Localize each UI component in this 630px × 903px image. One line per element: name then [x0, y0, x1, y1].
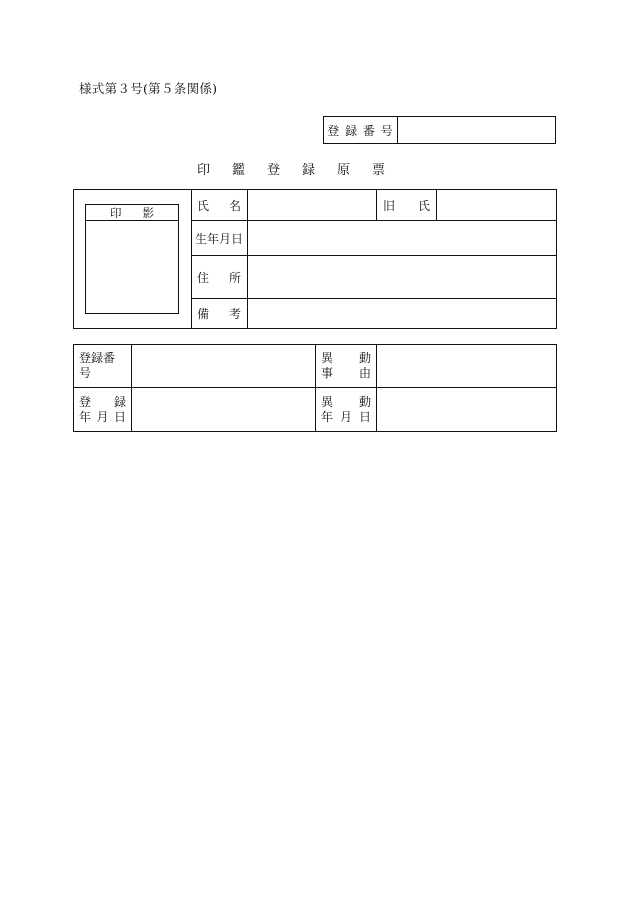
history-row-1: [74, 345, 556, 388]
seal-label-left: 印: [110, 205, 122, 220]
reg-date-label-1a: 登: [79, 394, 92, 409]
birthdate-label: 生年月日: [191, 221, 248, 255]
document-title: [0, 159, 630, 178]
reg-date-label-2b: 月: [96, 409, 109, 424]
remarks-field[interactable]: [248, 299, 556, 328]
former-name-label-left: 旧: [383, 198, 396, 213]
change-date-label: [316, 388, 377, 431]
seal-label-right: 影: [142, 205, 154, 220]
address-label: [191, 256, 248, 298]
change-reason-label-2b: 由: [358, 366, 371, 380]
document-title-text: 印鑑登録原票: [196, 163, 407, 178]
remarks-row: [191, 299, 556, 328]
remarks-label-right: 考: [228, 307, 241, 321]
name-label-right: 名: [228, 198, 241, 213]
reg-date-label-2c: 日: [113, 409, 126, 424]
change-date-label-1b: 動: [358, 394, 371, 409]
change-date-label-2a: 年: [321, 409, 334, 424]
former-name-label: [377, 190, 437, 220]
former-name-label-right: 氏: [417, 198, 430, 213]
address-field[interactable]: [248, 256, 556, 298]
change-reason-label-1a: 異: [321, 351, 334, 365]
change-reason-field[interactable]: [377, 345, 556, 387]
registration-history-table: [73, 344, 557, 432]
remarks-label-left: 備: [197, 307, 210, 321]
reg-date-field[interactable]: [132, 388, 316, 431]
name-field[interactable]: [248, 190, 377, 220]
name-label: [191, 190, 248, 220]
reg-date-label-2a: 年: [79, 409, 92, 424]
birthdate-field[interactable]: [248, 221, 556, 255]
change-date-label-1a: 異: [321, 394, 334, 409]
former-name-field[interactable]: [437, 190, 556, 220]
change-date-label-2b: 月: [339, 409, 352, 424]
change-date-label-2c: 日: [358, 409, 371, 424]
change-reason-label-1b: 動: [358, 351, 371, 365]
birthdate-row: [191, 221, 556, 256]
address-row: [191, 256, 556, 299]
remarks-label: [191, 299, 248, 328]
address-label-right: 所: [228, 270, 241, 285]
reg-date-label-1b: 録: [113, 394, 126, 409]
registration-number-field[interactable]: [398, 117, 555, 143]
history-row-2: [74, 388, 556, 431]
seal-impression-frame[interactable]: [85, 204, 179, 314]
seal-impression-header: [86, 205, 178, 221]
reg-number-label: [74, 345, 132, 387]
address-label-left: 住: [197, 270, 210, 285]
applicant-info-grid: [191, 190, 556, 328]
seal-registration-card: [73, 189, 557, 329]
change-reason-label-2a: 事: [321, 366, 334, 380]
reg-date-label: [74, 388, 132, 431]
registration-number-label: 登 録 番 号: [324, 117, 398, 143]
name-label-left: 氏: [197, 198, 210, 213]
reg-number-label-text: 登録番号: [79, 351, 116, 380]
registration-number-box: [323, 116, 556, 144]
change-date-field[interactable]: [377, 388, 556, 431]
form-number-label: 様式第３号(第５条関係): [79, 81, 218, 96]
change-reason-label: [316, 345, 377, 387]
reg-number-field[interactable]: [132, 345, 316, 387]
seal-area: [74, 190, 192, 328]
name-row: [191, 190, 556, 221]
